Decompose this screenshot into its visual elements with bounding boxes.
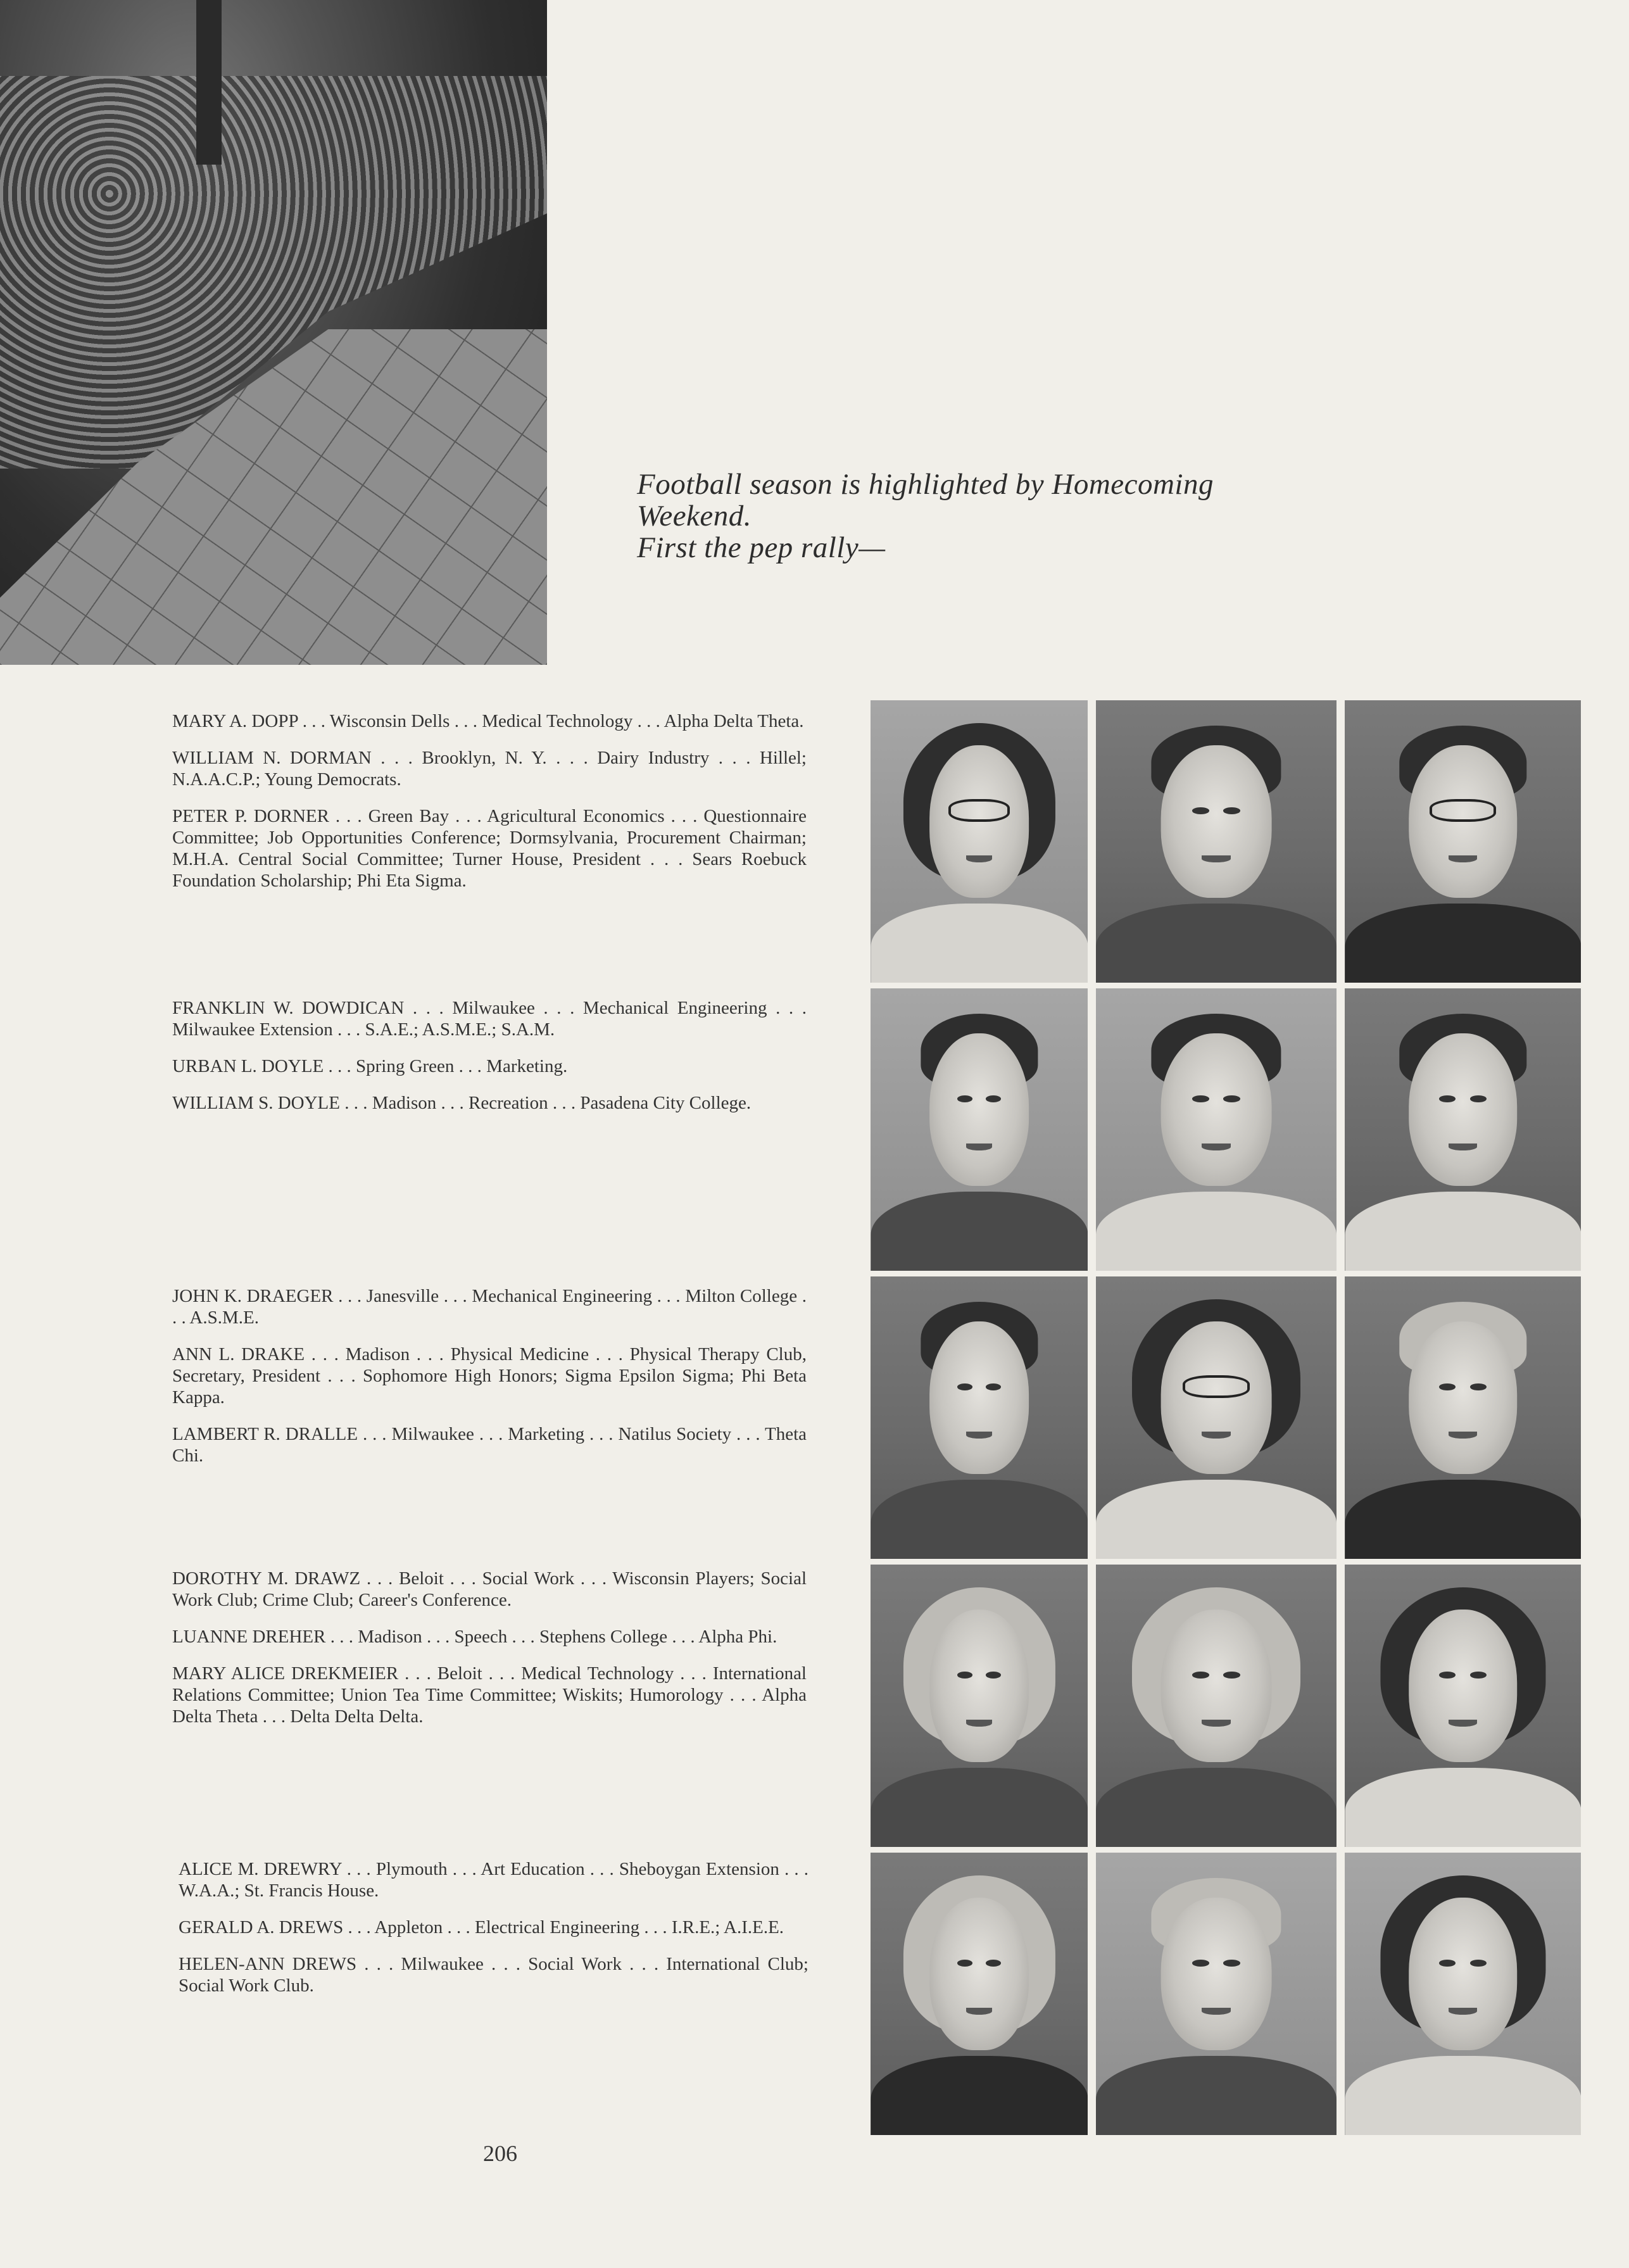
- portrait-photo: [871, 988, 1088, 1271]
- portrait-clothing: [871, 1192, 1088, 1271]
- student-entry: JOHN K. DRAEGER . . . Janesville . . . Mechanical Engineering . . . Milton College . . . A.S.M.E.: [172, 1286, 807, 1328]
- student-entry: URBAN L. DOYLE . . . Spring Green . . . Marketing.: [172, 1056, 568, 1076]
- student-group-3: [172, 1285, 807, 1482]
- student-entry: ANN L. DRAKE . . . Madison . . . Physical Medicine . . . Physical Therapy Club, Secretary, President . . . Sophomore High Honors; Sigma Epsilon Sigma; Phi Beta Kappa.: [172, 1344, 807, 1408]
- glasses-icon: [1430, 799, 1495, 822]
- portrait-eye: [986, 1672, 1001, 1679]
- page-number: 206: [483, 2141, 517, 2166]
- portrait-eye: [1470, 1672, 1487, 1679]
- student-entry: MARY A. DOPP . . . Wisconsin Dells . . . Medical Technology . . . Alpha Delta Theta.: [172, 711, 804, 731]
- portrait-clothing: [1096, 1768, 1337, 1847]
- portrait-photo: [1345, 1853, 1581, 2135]
- student-entry: WILLIAM N. DORMAN . . . Brooklyn, N. Y. . . . Dairy Industry . . . Hillel; N.A.A.C.P.; Young Democrats.: [172, 748, 807, 790]
- portrait-face: [1409, 745, 1518, 898]
- portrait-clothing: [1345, 1192, 1581, 1271]
- portrait-face: [1161, 745, 1272, 898]
- caption-line-2: Weekend.: [637, 500, 752, 532]
- portrait-eye: [986, 1960, 1001, 1967]
- portrait-eye: [986, 1383, 1001, 1390]
- portrait-photo: [1096, 1853, 1337, 2135]
- portrait-photo: [871, 1276, 1088, 1559]
- portrait-photo: [1345, 988, 1581, 1271]
- student-group-5: [179, 1858, 808, 2012]
- portrait-clothing: [871, 1480, 1088, 1559]
- portrait-photo: [1096, 1565, 1337, 1847]
- portrait-face: [1161, 1321, 1272, 1474]
- portrait-face: [1409, 1033, 1518, 1186]
- glasses-icon: [1183, 1375, 1250, 1398]
- portrait-face: [1161, 1898, 1272, 2050]
- portrait-eye: [1470, 1383, 1487, 1390]
- portrait-clothing: [1345, 904, 1581, 983]
- portrait-grid: [871, 700, 1581, 2135]
- portrait-photo: [871, 1853, 1088, 2135]
- caption-line-3: First the pep rally—: [637, 531, 886, 564]
- portrait-photo: [1096, 700, 1337, 983]
- portrait-clothing: [1096, 1192, 1337, 1271]
- portrait-clothing: [871, 1768, 1088, 1847]
- portrait-face: [929, 1898, 1029, 2050]
- student-group-1: [172, 710, 807, 907]
- portrait-face: [1409, 1610, 1518, 1762]
- portrait-face: [929, 1321, 1029, 1474]
- portrait-face: [1161, 1033, 1272, 1186]
- portrait-clothing: [1096, 1480, 1337, 1559]
- portrait-photo: [1345, 1565, 1581, 1847]
- portrait-photo: [871, 700, 1088, 983]
- portrait-face: [1409, 1898, 1518, 2050]
- portrait-photo: [1096, 1276, 1337, 1559]
- portrait-face: [929, 745, 1029, 898]
- caption-line-1: Football season is highlighted by Homecoming: [637, 468, 1214, 501]
- portrait-photo: [1345, 1276, 1581, 1559]
- portrait-face: [929, 1033, 1029, 1186]
- portrait-eye: [1192, 1095, 1209, 1102]
- student-entry: MARY ALICE DREKMEIER . . . Beloit . . . Medical Technology . . . International Relations Committee; Union Tea Time Committee; Wiskits; Humorology . . . Alpha Delta Theta . . . Delta Delta Delta.: [172, 1663, 807, 1727]
- portrait-photo: [871, 1565, 1088, 1847]
- portrait-clothing: [1345, 1768, 1581, 1847]
- pep-rally-photo: [0, 0, 547, 665]
- portrait-face: [929, 1610, 1029, 1762]
- portrait-eye: [1192, 1672, 1209, 1679]
- portrait-clothing: [1096, 904, 1337, 983]
- student-entry: ALICE M. DREWRY . . . Plymouth . . . Art Education . . . Sheboygan Extension . . . W.A.A.; St. Francis House.: [179, 1859, 808, 1901]
- portrait-photo: [1096, 988, 1337, 1271]
- student-entry: DOROTHY M. DRAWZ . . . Beloit . . . Social Work . . . Wisconsin Players; Social Work Club; Crime Club; Career's Conference.: [172, 1568, 807, 1610]
- portrait-clothing: [1345, 2056, 1581, 2135]
- student-group-2: [172, 997, 807, 1129]
- portrait-clothing: [871, 2056, 1088, 2135]
- portrait-face: [1161, 1610, 1272, 1762]
- portrait-clothing: [1096, 2056, 1337, 2135]
- portrait-clothing: [1345, 1480, 1581, 1559]
- student-entry: FRANKLIN W. DOWDICAN . . . Milwaukee . . . Mechanical Engineering . . . Milwaukee Extension . . . S.A.E.; A.S.M.E.; S.A.M.: [172, 998, 807, 1040]
- portrait-eye: [1470, 1960, 1487, 1967]
- student-entry: LAMBERT R. DRALLE . . . Milwaukee . . . Marketing . . . Natilus Society . . . Theta Chi.: [172, 1424, 807, 1466]
- portrait-photo: [1345, 700, 1581, 983]
- portrait-eye: [1192, 807, 1209, 814]
- portrait-eye: [1470, 1095, 1487, 1102]
- student-entry: HELEN-ANN DREWS . . . Milwaukee . . . Social Work . . . International Club; Social Work Club.: [179, 1954, 808, 1996]
- tree-trunk: [196, 0, 222, 165]
- student-entry: LUANNE DREHER . . . Madison . . . Speech . . . Stephens College . . . Alpha Phi.: [172, 1627, 777, 1647]
- student-entry: PETER P. DORNER . . . Green Bay . . . Agricultural Economics . . . Questionnaire Committee; Job Opportunities Conference; Dormsylvania, Procurement Chairman; M.H.A. Central Social Committee; Turner House, President . . . Sears Roebuck Foundation Scholarship; Phi Eta Sigma.: [172, 806, 807, 891]
- photo-caption: [637, 469, 1333, 564]
- student-group-4: [172, 1568, 807, 1742]
- portrait-eye: [1192, 1960, 1209, 1967]
- portrait-eye: [986, 1095, 1001, 1102]
- portrait-clothing: [871, 904, 1088, 983]
- portrait-face: [1409, 1321, 1518, 1474]
- glasses-icon: [948, 799, 1009, 822]
- student-entry: GERALD A. DREWS . . . Appleton . . . Electrical Engineering . . . I.R.E.; A.I.E.E.: [179, 1917, 784, 1937]
- student-entry: WILLIAM S. DOYLE . . . Madison . . . Recreation . . . Pasadena City College.: [172, 1093, 752, 1113]
